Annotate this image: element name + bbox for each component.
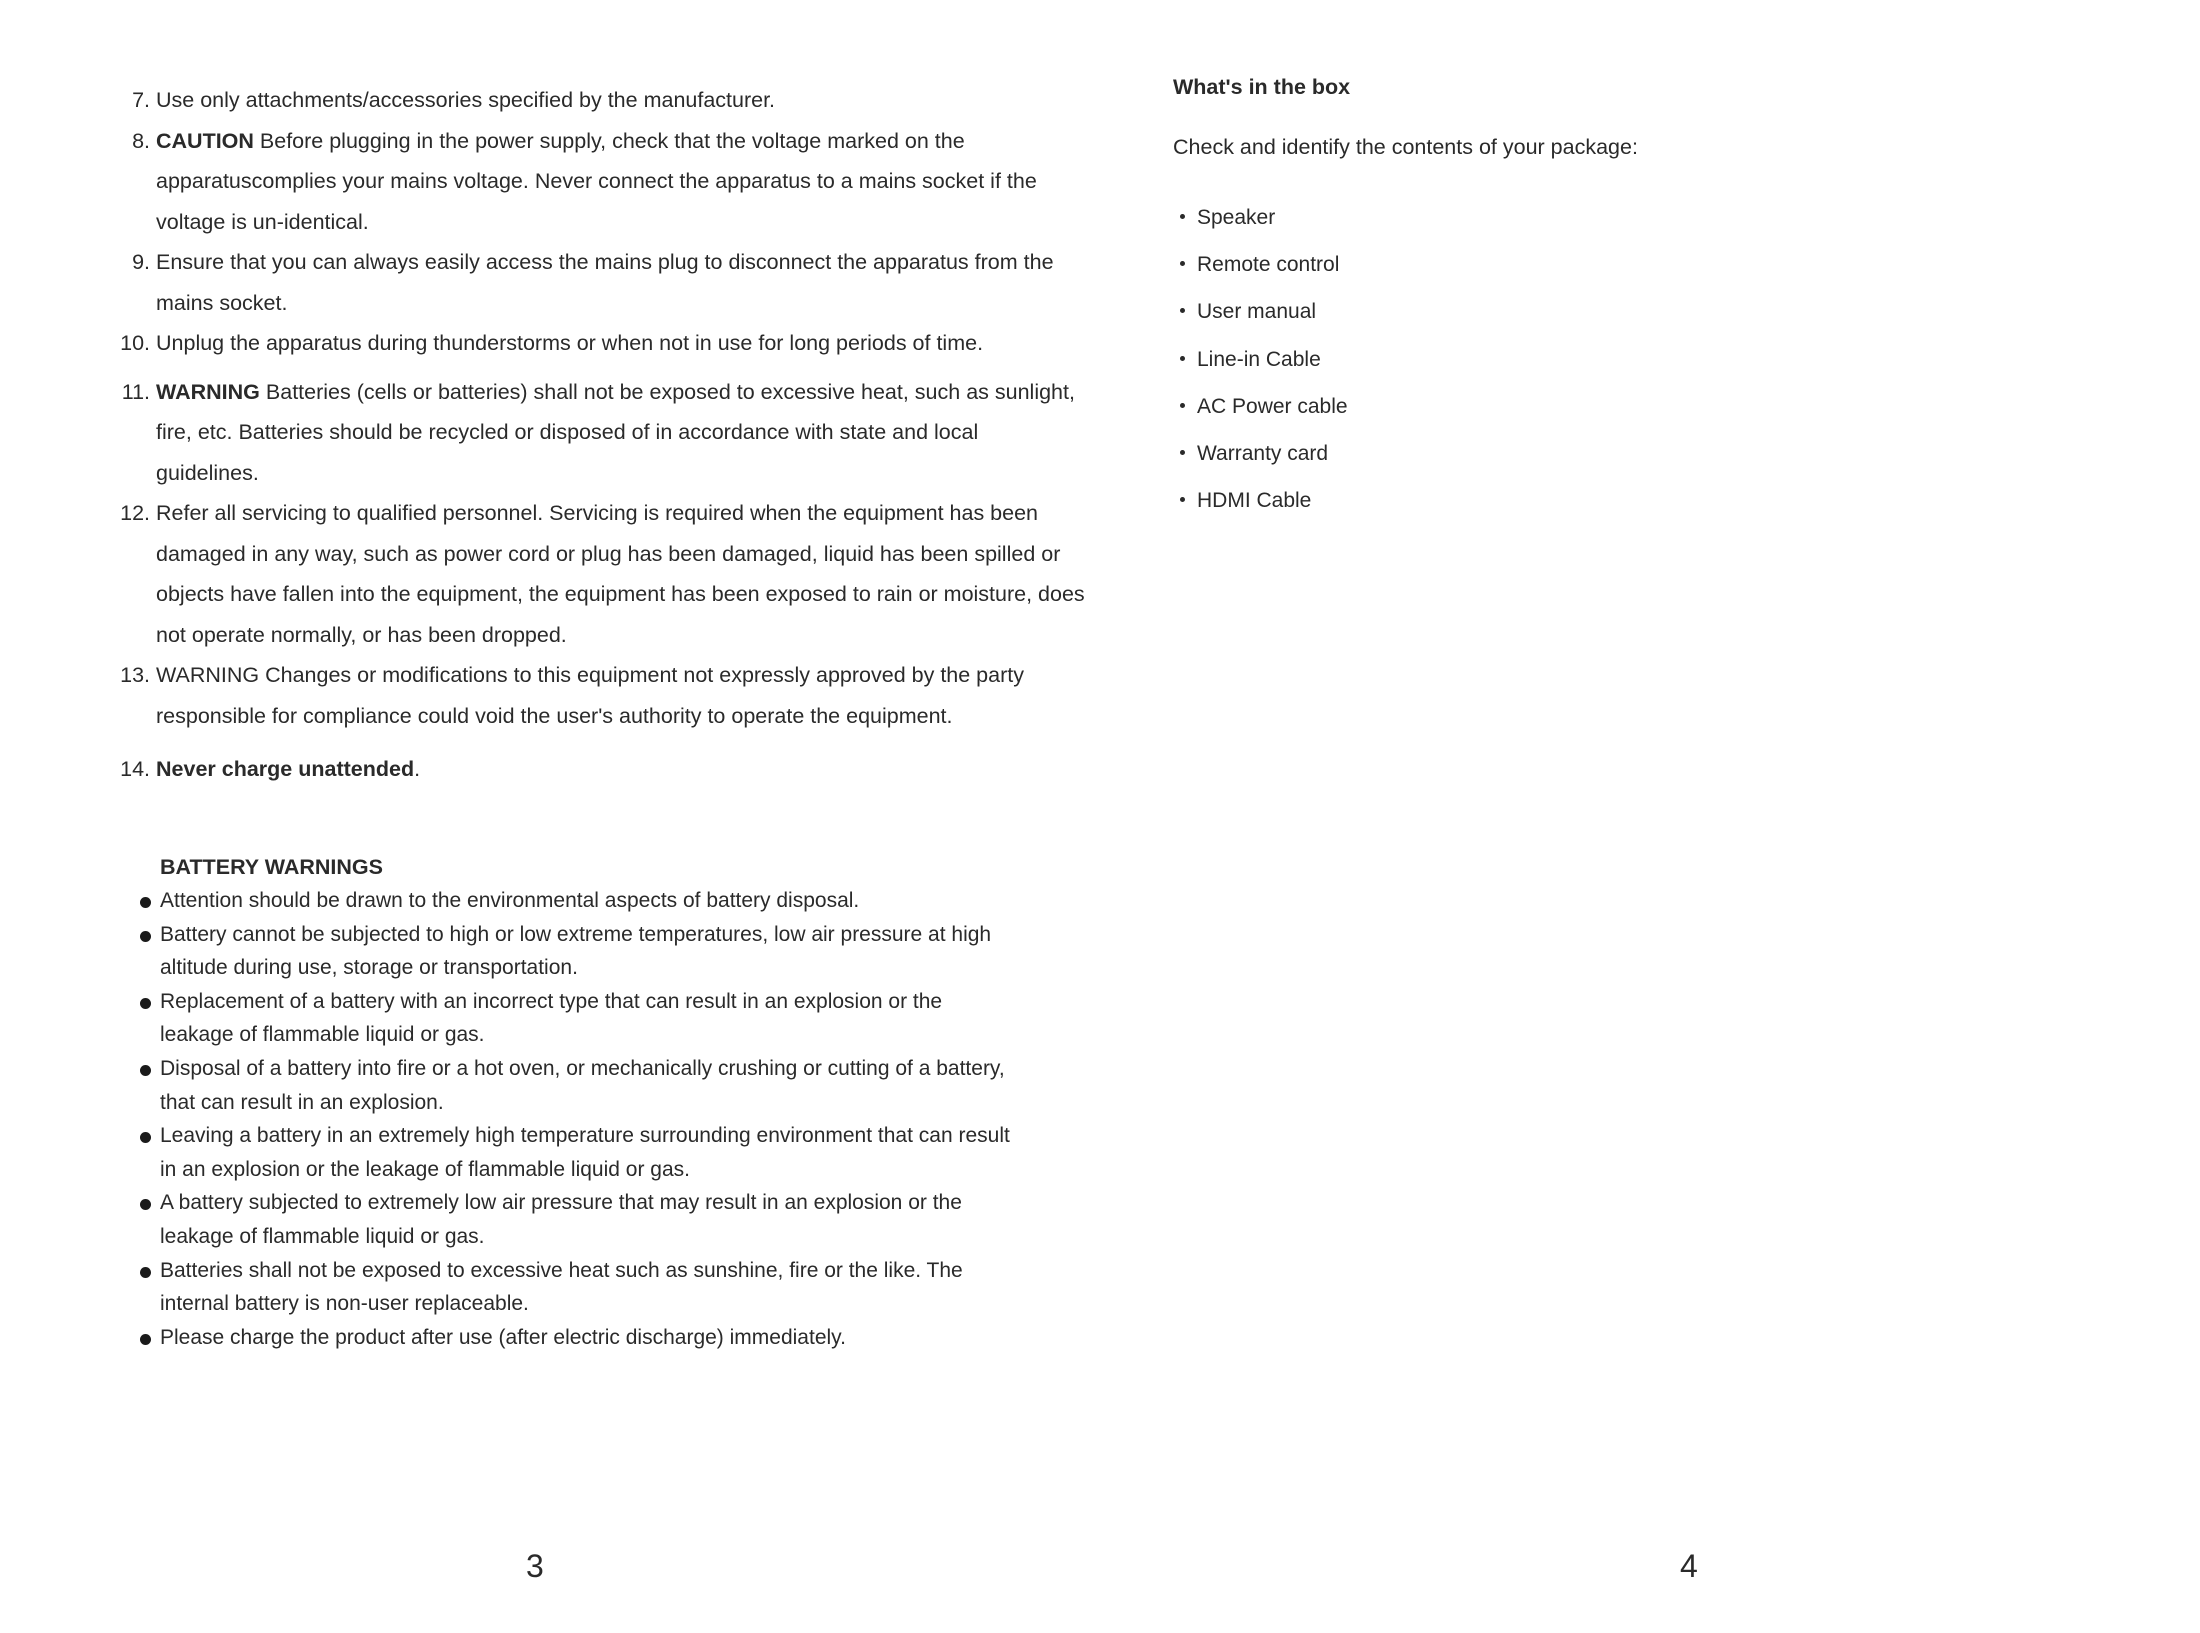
item-text: WARNING Changes or modifications to this equipment not expressly approved by the party responsible for compliance could void the user's authority to operate the equipment. [156,663,1024,728]
item-text: Unplug the apparatus during thunderstorms or when not in use for long periods of time. [156,331,984,355]
list-item [138,1052,1025,1119]
item-label: User manual [1197,300,1317,324]
page-number: 3 [526,1548,544,1584]
list-item [108,493,1086,655]
item-text: . [414,757,421,781]
list-item [108,80,936,121]
warning-text: Battery cannot be subjected to high or low extreme temperatures, low air pressure at high altitude during use, storage or transportation. [160,922,992,980]
list-item [1180,430,1348,477]
item-number: 10. [120,331,150,355]
item-number: 11. [121,379,150,404]
bullet-icon [140,998,151,1009]
list-item [1180,241,1348,288]
list-item [108,372,1086,494]
item-number: 7. [132,88,150,112]
bullet-icon [1180,403,1185,408]
list-item [108,749,1086,790]
item-label: Warranty card [1197,442,1329,466]
warning-text: Please charge the product after use (after electric discharge) immediately. [160,1325,846,1349]
list-item [1180,194,1348,241]
item-number: 9. [132,250,150,274]
warning-text: A battery subjected to extremely low air pressure that may result in an explosion or the leakage of flammable liquid or gas. [160,1191,962,1248]
bullet-icon [1180,450,1185,455]
bullet-icon [1180,214,1185,219]
warning-label: WARNING [156,379,260,404]
bullet-icon [140,931,151,942]
bullet-icon [1180,497,1185,502]
bullet-icon [140,897,151,908]
bullet-icon [140,1065,151,1076]
box-contents-title: What's in the box [1173,75,1351,99]
battery-warnings-list [138,884,1068,1354]
bullet-icon [1180,308,1185,313]
box-contents-list [1180,194,1348,524]
warning-text: Replacement of a battery with an incorrect type that can result in an explosion or the leakage of flammable liquid or gas. [160,989,943,1047]
list-item [108,242,1086,323]
list-item [1180,288,1348,335]
box-contents-intro: Check and identify the contents of your package: [1173,135,1638,159]
item-number: 8. [132,128,150,153]
list-item [1180,383,1348,430]
list-item [138,1321,1060,1355]
caution-label: CAUTION [156,128,254,153]
item-label: HDMI Cable [1197,489,1312,513]
item-text: Refer all servicing to qualified personnel. Servicing is required when the equipment has been damaged in any way, such as power cord or plug has been damaged, liquid has been spilled or objects have fallen into the equipment, the equipment has been exposed to rain or moisture, does not operate normally, or has been dropped. [156,501,1085,647]
item-text: Use only attachments/accessories specified by the manufacturer. [156,88,776,112]
safety-instructions-list [108,80,1098,790]
item-number: 12. [120,501,150,525]
item-label: AC Power cable [1197,394,1348,418]
list-item [108,121,1106,243]
list-item [138,1254,1030,1321]
warning-text: Leaving a battery in an extremely high temperature surrounding environment that can result in an explosion or the leakage of flammable liquid or gas. [160,1124,1010,1181]
list-item [138,1119,1030,1186]
bullet-icon [140,1199,151,1210]
item-number: 13. [120,663,150,687]
battery-warnings-title: BATTERY WARNINGS [160,855,383,879]
item-label: Speaker [1197,206,1276,229]
item-number: 14. [120,757,150,781]
warning-text: Disposal of a battery into fire or a hot oven, or mechanically crushing or cutting of a battery, that can result in an explosion. [160,1056,1005,1114]
item-text: Batteries (cells or batteries) shall not be exposed to excessive heat, such as sunlight, fire, etc. Batteries should be recycled or disposed of in accordance with state and local guidelines. [156,379,1075,485]
item-text: Before plugging in the power supply, check that the voltage marked on the apparatuscomplies your mains voltage. Never connect the apparatus to a mains socket if the voltage is un-identical. [156,128,1037,234]
list-item [108,323,1116,364]
list-item [108,655,1086,736]
bullet-icon [140,1132,151,1143]
list-item [1180,336,1348,383]
list-item [138,985,1020,1052]
list-item [138,918,1040,985]
list-item [1180,477,1348,524]
item-label: Remote control [1197,253,1340,277]
bullet-icon [1180,261,1185,266]
item-text: Ensure that you can always easily access the mains plug to disconnect the apparatus from the mains socket. [156,250,1054,315]
never-charge-label: Never charge unattended [156,757,415,781]
warning-text: Attention should be drawn to the environmental aspects of battery disposal. [160,889,860,912]
list-item [138,884,1060,918]
bullet-icon [140,1267,151,1278]
item-label: Line-in Cable [1197,347,1321,371]
warning-text: Batteries shall not be exposed to excessive heat such as sunshine, fire or the like. The internal battery is non-user replaceable. [160,1258,963,1316]
page-number: 4 [1680,1548,1698,1584]
list-item [138,1186,1040,1253]
bullet-icon [1180,356,1185,361]
bullet-icon [140,1334,151,1345]
